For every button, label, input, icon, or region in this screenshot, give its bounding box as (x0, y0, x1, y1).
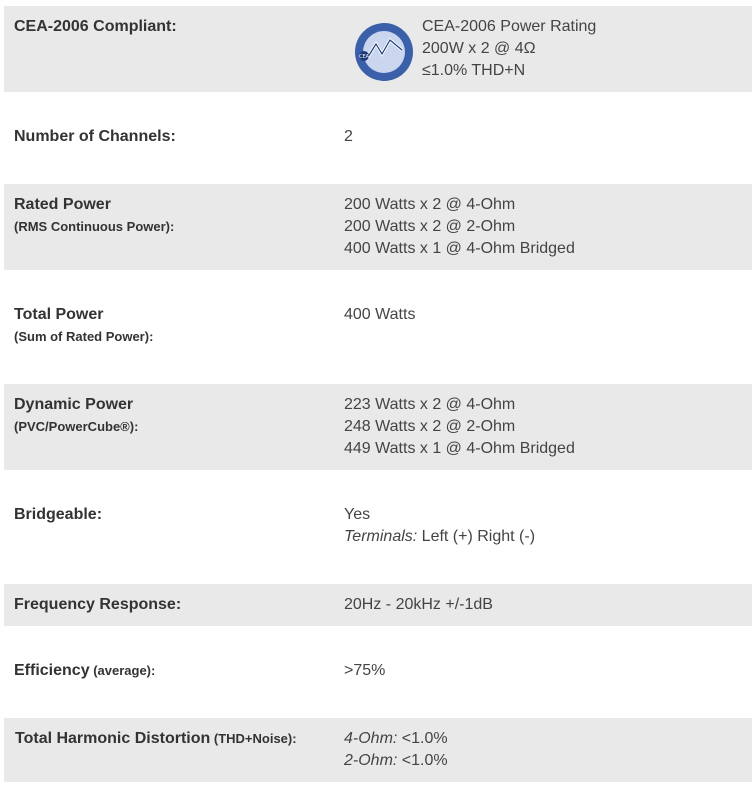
spec-label-dynamic-power (4, 394, 344, 470)
cea-rating-line: CEA-2006 Power Rating (422, 18, 597, 35)
spec-label-frequency-response: Frequency Response: (14, 596, 182, 613)
spec-value-efficiency: >75% (344, 662, 386, 679)
terminals-label: Terminals: (344, 528, 418, 545)
value-line: 449 Watts x 1 @ 4-Ohm Bridged (344, 440, 575, 457)
cea-rating-line: 200W x 2 @ 4Ω (422, 40, 536, 57)
thd-value: <1.0% (397, 752, 448, 769)
spec-row-total-power (4, 270, 752, 384)
spec-value-thd (344, 728, 752, 782)
spec-row-channels (4, 92, 752, 184)
spec-label-rated-power (4, 194, 344, 270)
value-line: 223 Watts x 2 @ 4-Ohm (344, 396, 516, 413)
cea-logo-mid-text: CEA (358, 54, 370, 60)
spec-label-efficiency (4, 660, 344, 718)
spec-label-main: Dynamic Power (14, 396, 134, 413)
spec-label-total-power (4, 304, 344, 384)
spec-label-sub: (average): (89, 663, 156, 678)
terminals-line (344, 526, 752, 548)
value-line: 248 Watts x 2 @ 2-Ohm (344, 418, 516, 435)
spec-value-rated-power (344, 194, 752, 270)
spec-table (4, 6, 752, 782)
spec-row-thd (4, 718, 752, 782)
spec-label-sub: (THD+Noise): (210, 731, 297, 746)
thd-load: 2-Ohm: (344, 752, 398, 769)
cea-rating-text (422, 16, 596, 92)
value-line: 200 Watts x 2 @ 2-Ohm (344, 218, 516, 235)
cea-rating-line: ≤1.0% THD+N (422, 62, 526, 79)
spec-label-sub: (RMS Continuous Power): (14, 219, 175, 234)
spec-row-efficiency (4, 626, 752, 718)
spec-label-cea: CEA-2006 Compliant: (14, 18, 177, 35)
spec-label-thd (4, 728, 344, 782)
spec-label-main: Total Harmonic Distortion (15, 730, 211, 747)
spec-row-rated-power (4, 184, 752, 270)
spec-label-main: Total Power (14, 306, 104, 323)
cea-compliant-logo-icon (352, 20, 416, 84)
spec-label-sub: (Sum of Rated Power): (14, 329, 154, 344)
spec-value-bridgeable (344, 504, 752, 584)
value-line: Yes (344, 506, 371, 523)
terminals-value: Left (+) Right (-) (417, 528, 536, 545)
spec-label-main: Efficiency (14, 662, 90, 679)
spec-value-dynamic-power (344, 394, 752, 470)
value-line: 400 Watts x 1 @ 4-Ohm Bridged (344, 240, 575, 257)
spec-value-channels: 2 (344, 128, 353, 145)
thd-value: <1.0% (397, 730, 448, 747)
thd-line (344, 750, 752, 772)
spec-label-sub: (PVC/PowerCube®): (14, 419, 139, 434)
spec-row-frequency-response (4, 584, 752, 626)
spec-label-bridgeable: Bridgeable: (14, 506, 103, 523)
spec-row-bridgeable (4, 470, 752, 584)
thd-line (344, 728, 752, 750)
thd-load: 4-Ohm: (344, 730, 398, 747)
spec-value-cea (344, 16, 752, 92)
spec-row-cea (4, 6, 752, 92)
value-line: 200 Watts x 2 @ 4-Ohm (344, 196, 516, 213)
spec-label-channels: Number of Channels: (14, 128, 176, 145)
spec-value-total-power: 400 Watts (344, 306, 416, 323)
spec-value-frequency-response: 20Hz - 20kHz +/-1dB (344, 596, 493, 613)
spec-label-main: Rated Power (14, 196, 111, 213)
spec-row-dynamic-power (4, 384, 752, 470)
